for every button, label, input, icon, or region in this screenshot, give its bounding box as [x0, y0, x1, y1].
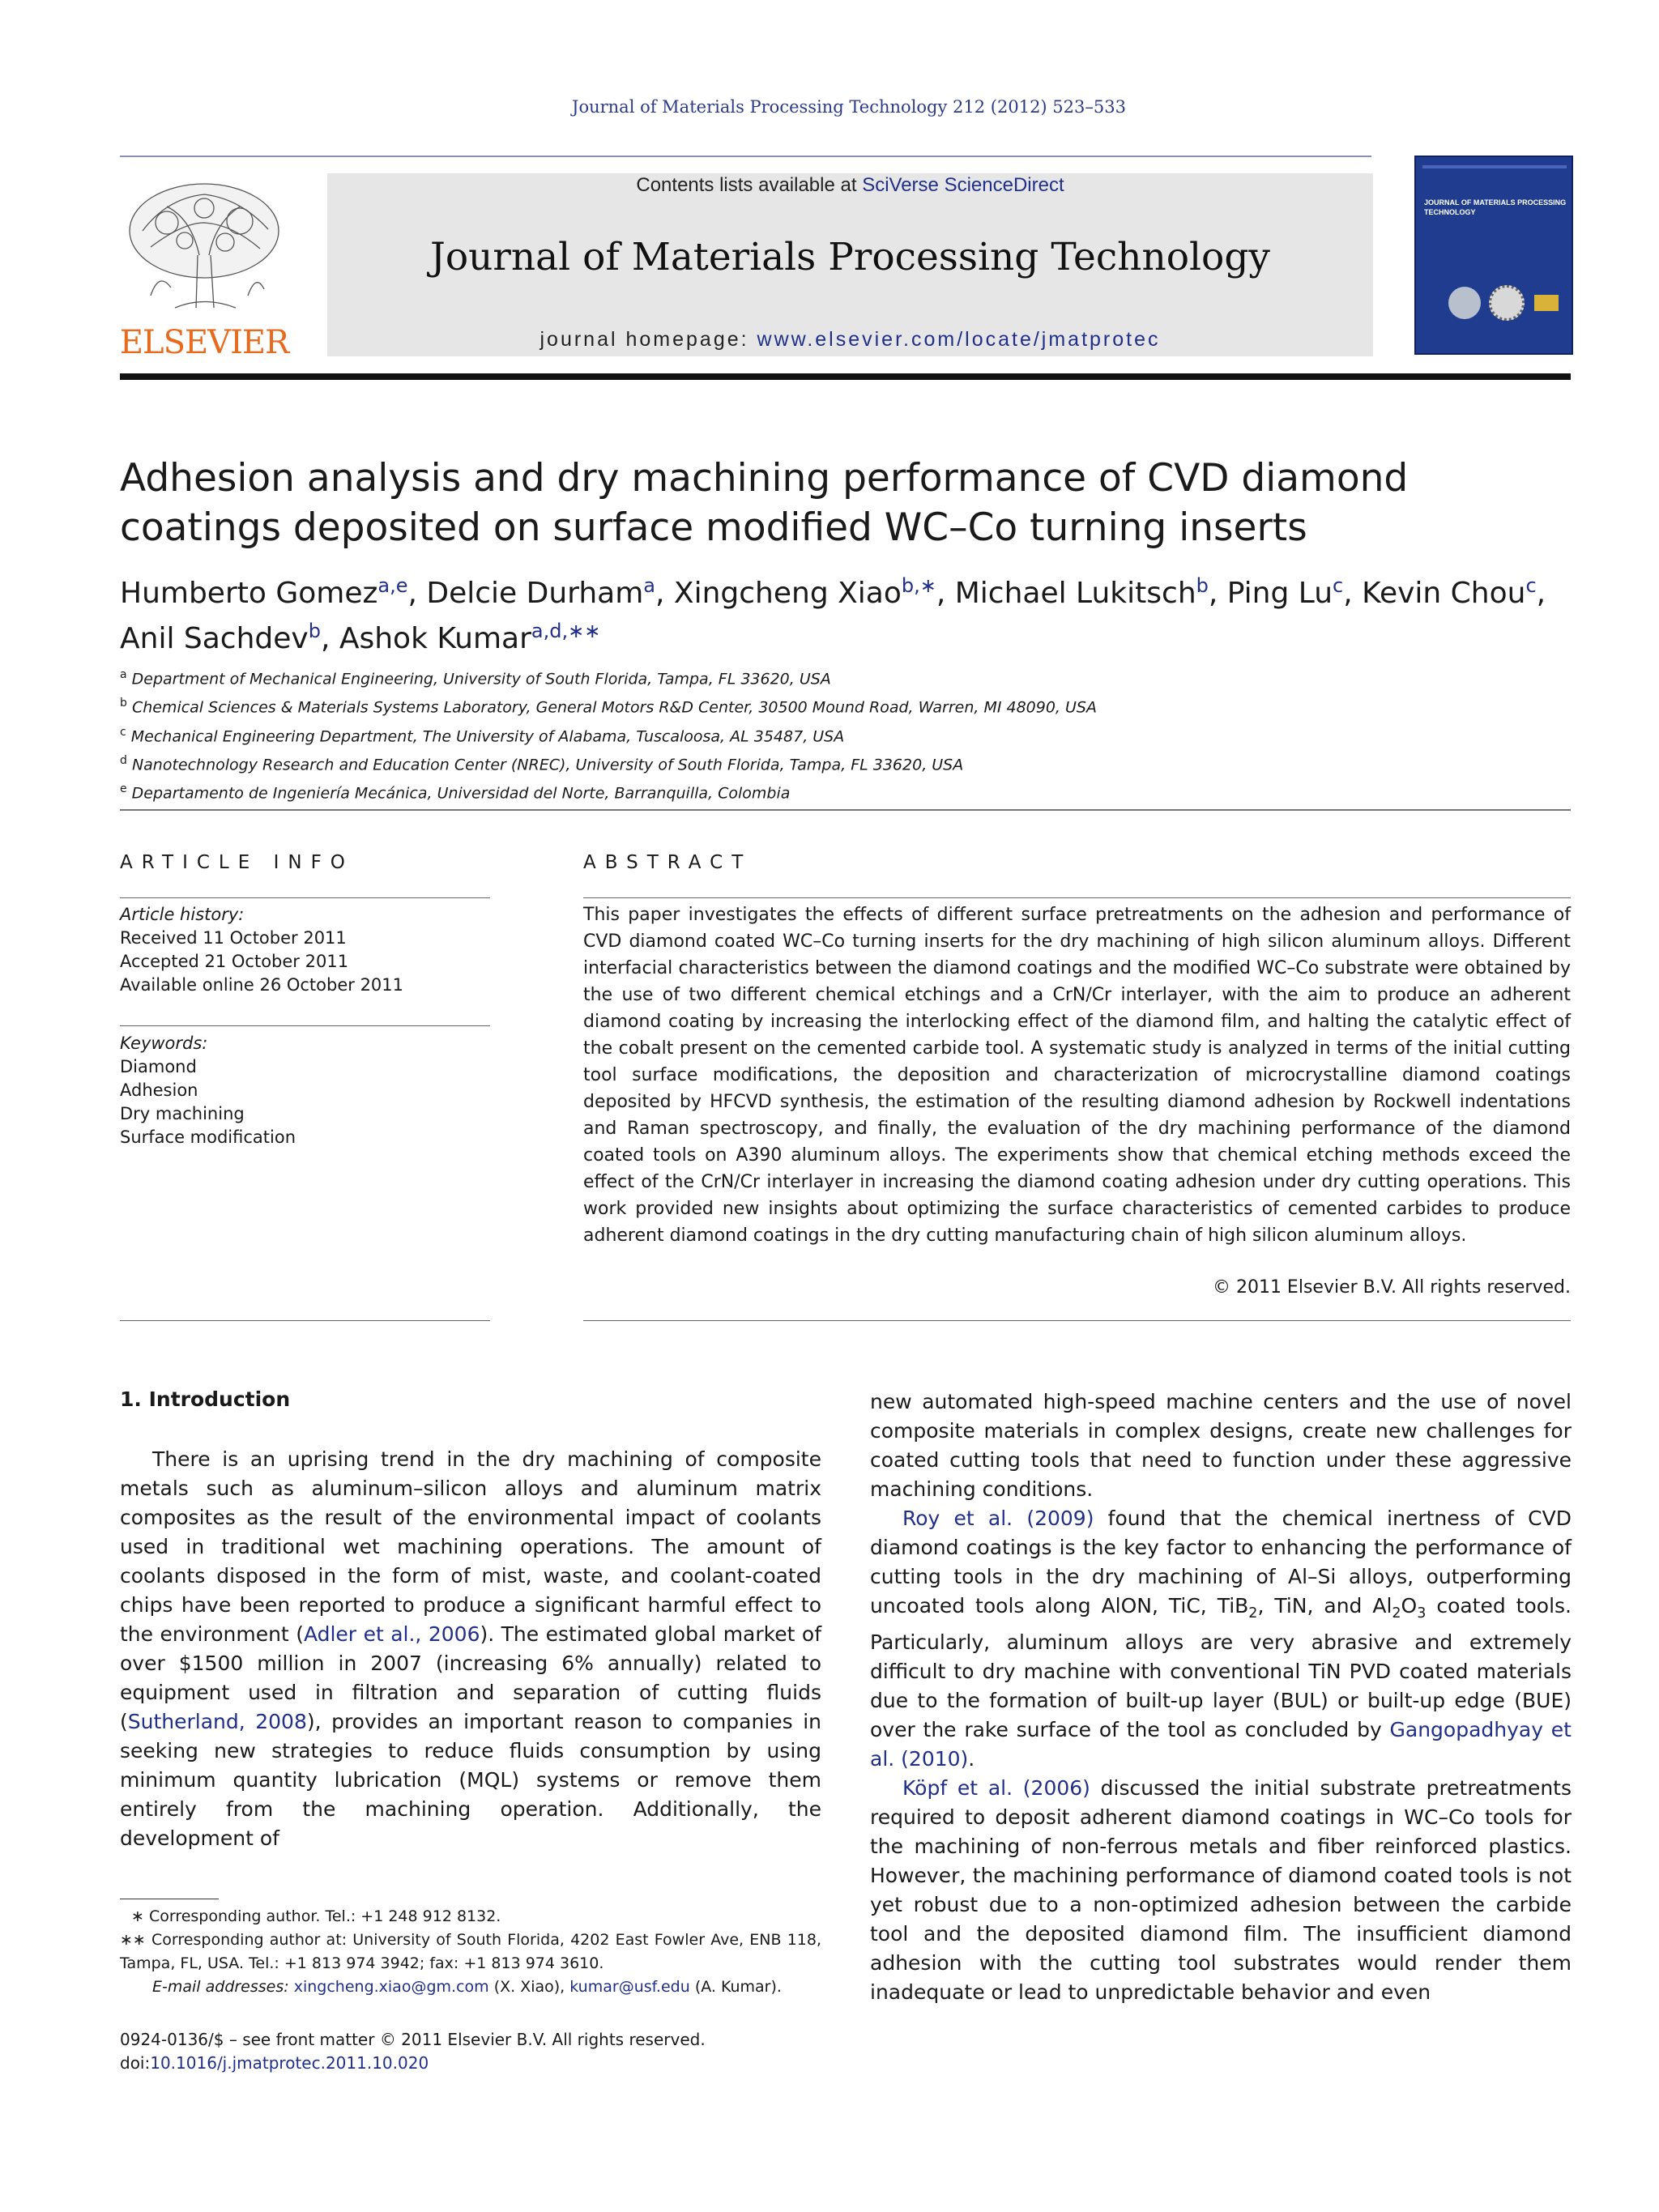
affiliation-line	[120, 748, 1570, 777]
author-separator: ,	[1536, 577, 1546, 610]
affiliation-line	[120, 720, 1570, 748]
text-run: ). The estimated global market of over $1500 million in 2007 (increasing 6% annually) related to equipment used in filtration and separation of cutting fluids (	[120, 1622, 821, 1733]
abstract-heading: ABSTRACT	[583, 852, 753, 873]
front-matter	[120, 2028, 849, 2075]
citation-link[interactable]: Adler et al., 2006	[303, 1622, 480, 1646]
citation-link[interactable]: Köpf et al. (2006)	[902, 1776, 1090, 1800]
affiliation-key: d	[120, 753, 127, 767]
affiliation-text: Departamento de Ingeniería Mecánica, Universidad del Norte, Barranquilla, Colombia	[131, 784, 791, 803]
affiliation-text: Nanotechnology Research and Education Center (NREC), University of South Florida, Tampa, FL 33620, USA	[131, 756, 964, 774]
keyword: Diamond	[120, 1057, 197, 1076]
text-run: found that the chemical inertness of CVD diamond coatings is the key factor to enhancing the performance of cutting tools in the dry machining of Al–Si alloys, outperforming uncoated tools along AlON, TiC, TiB	[870, 1507, 1572, 1617]
header-thick-rule	[120, 373, 1571, 380]
email-label: E-mail addresses:	[152, 1978, 289, 1996]
intro-paragraph	[870, 1774, 1572, 2007]
body-right-column	[870, 1387, 1572, 2007]
article-history	[120, 903, 490, 997]
doi-line	[120, 2052, 849, 2075]
text-run: , TiN, and Al	[1257, 1594, 1392, 1617]
affiliation-key: b	[120, 697, 127, 710]
author-affiliation-marker[interactable]: c	[1525, 574, 1537, 597]
author-affiliation-marker[interactable]: a	[643, 574, 656, 597]
subscript: 2	[1392, 1605, 1401, 1622]
cover-image-gear	[1489, 285, 1525, 321]
affiliation-line	[120, 777, 1570, 805]
keyword: Dry machining	[120, 1104, 245, 1123]
affiliation-key: c	[120, 725, 126, 739]
affiliation-key: a	[120, 668, 127, 681]
article-title: Adhesion analysis and dry machining performance of CVD diamond coatings deposited on surface modified WC–Co turning inserts	[120, 456, 1409, 550]
abstract-text: This paper investigates the effects of different surface pretreatments on the adhesion and performance of CVD diamond coated WC–Co turning inserts for the dry machining of high silicon aluminum alloys. Different interfacial characteristics between the diamond coatings and the modified WC–Co substrate were obtained by the use of two different chemical etchings and a CrN/Cr interlayer, with the aim to produce an adherent diamond coating by increasing the interlocking effect of the diamond film, and halting the catalytic effect of the cobalt present on the cemented carbide tool. A systematic study is analyzed in terms of the initial cutting tool surface modifications, the deposition and characterization of microcrystalline diamond coatings deposited by HFCVD synthesis, the estimation of the resulting diamond adhesion by Rockwell indentations and Raman spectroscopy, and finally, the evaluation of the dry machining performance of the diamond coated tools on A390 aluminum alloys. The experiments show that chemical etching methods exceed the effect of the CrN/Cr interlayer in increasing the diamond coating adhesion under dry cutting operations. This work provided new insights about optimizing the surface characteristics of cemented carbides to produce adherent diamond coatings in the dry cutting manufacturing chain of high silicon aluminum alloys.	[583, 905, 1571, 1246]
author-affiliation-marker[interactable]: a,d,∗∗	[531, 620, 601, 642]
abstract-rule-bottom	[583, 1320, 1571, 1321]
author-name: Ashok Kumar	[339, 622, 531, 655]
citation-link[interactable]: Sutherland, 2008	[127, 1710, 307, 1733]
journal-homepage-line	[327, 328, 1373, 352]
section-heading-introduction: 1. Introduction	[120, 1387, 291, 1411]
history-label: Article history:	[120, 905, 245, 924]
intro-paragraph	[870, 1504, 1572, 1774]
author-separator: ,	[407, 577, 427, 610]
journal-title: Journal of Materials Processing Technology	[430, 235, 1270, 279]
author-name: Delcie Durham	[426, 577, 644, 610]
body-left-column	[120, 1445, 821, 1853]
online-date: Available online 26 October 2011	[120, 975, 404, 995]
homepage-link[interactable]: www.elsevier.com/locate/jmatprotec	[757, 328, 1161, 351]
homepage-prefix: journal homepage:	[539, 328, 757, 351]
author-separator: ,	[936, 577, 955, 610]
text-run: coated tools. Particularly, aluminum alloys are very abrasive and extremely difficult to dry machine with conventional TiN PVD coated materials due to the formation of built-up layer (BUL) or built-up edge (BUE) over the rake surface of the tool as concluded by	[870, 1594, 1572, 1741]
footnotes	[120, 1905, 821, 1999]
doi-link[interactable]: 10.1016/j.jmatprotec.2011.10.020	[150, 2053, 429, 2073]
author-name: Anil Sachdev	[120, 622, 309, 655]
keyword: Adhesion	[120, 1080, 198, 1100]
author-name: Xingcheng Xiao	[673, 577, 902, 610]
email-owner: (A. Kumar).	[689, 1978, 782, 1996]
author-name: Michael Lukitsch	[954, 577, 1196, 610]
affiliation-text: Department of Mechanical Engineering, University of South Florida, Tampa, FL 33620, USA	[131, 670, 831, 688]
affiliations	[120, 663, 1570, 806]
author-affiliation-marker[interactable]: b,∗	[901, 574, 936, 597]
info-rule-1	[120, 897, 490, 898]
keywords-label: Keywords:	[120, 1034, 208, 1053]
text-run: .	[968, 1747, 975, 1771]
info-rule-2	[120, 1025, 490, 1026]
article-info-heading: ARTICLE INFO	[120, 852, 354, 873]
text-run: There is an uprising trend in the dry machining of composite metals such as aluminum–silicon alloys and aluminum matrix composites as the result of the environmental impact of coolants used in traditional wet machining operations. The amount of coolants disposed in the form of mist, waste, and coolant-coated chips have been reported to produce a significant harmful effect to the environment (	[120, 1447, 821, 1646]
subscript: 2	[1248, 1605, 1258, 1622]
abstract-copyright: © 2011 Elsevier B.V. All rights reserved.	[1212, 1277, 1571, 1298]
doi-prefix: doi:	[120, 2053, 151, 2073]
cover-image-part	[1534, 295, 1559, 311]
author-separator: ,	[1208, 577, 1227, 610]
text-run: ), provides an important reason to companies in seeking new strategies to reduce fluids consumption by using minimum quantity lubrication (MQL) systems or remove them entirely from the machining operation. Additionally, the development of	[120, 1710, 821, 1850]
affiliation-line	[120, 663, 1570, 691]
email-owner: (X. Xiao),	[488, 1978, 570, 1996]
intro-paragraph	[120, 1445, 821, 1853]
author-list	[120, 567, 1570, 658]
author-name: Ping Lu	[1226, 577, 1333, 610]
author-name: Kevin Chou	[1362, 577, 1526, 610]
footnote-corresponding-1: ∗ Corresponding author. Tel.: +1 248 912 8132.	[131, 1907, 501, 1925]
footnote-corresponding-2: ∗∗ Corresponding author at: University of South Florida, 4202 East Fowler Ave, ENB 118, Tampa, FL, USA. Tel.: +1 813 974 3942; fax: +1 813 974 3610.	[120, 1931, 821, 1972]
issn-line: 0924-0136/$ – see front matter © 2011 Elsevier B.V. All rights reserved.	[120, 2030, 706, 2049]
affiliation-text: Chemical Sciences & Materials Systems Laboratory, General Motors R&D Center, 30500 Mound Road, Warren, MI 48090, USA	[131, 698, 1097, 717]
intro-paragraph-continued: new automated high-speed machine centers and the use of novel composite materials in complex designs, create new challenges for coated cutting tools that need to function under these aggressive machining conditions.	[870, 1390, 1572, 1501]
email-link[interactable]: xingcheng.xiao@gm.com	[293, 1978, 489, 1996]
cover-image-disc	[1448, 287, 1481, 319]
running-head[interactable]: Journal of Materials Processing Technology 212 (2012) 523–533	[572, 97, 1126, 117]
affiliation-divider	[120, 809, 1571, 811]
keyword: Surface modification	[120, 1127, 296, 1147]
contents-line	[327, 174, 1373, 197]
info-rule-bottom	[120, 1320, 490, 1321]
author-separator: ,	[320, 622, 339, 655]
email-link[interactable]: kumar@usf.edu	[569, 1978, 690, 1996]
affiliation-key: e	[120, 782, 127, 796]
citation-link[interactable]: Roy et al. (2009)	[902, 1507, 1094, 1530]
author-affiliation-marker[interactable]: b	[308, 620, 321, 642]
author-separator: ,	[1343, 577, 1363, 610]
author-separator: ,	[655, 577, 674, 610]
header-divider	[120, 156, 1371, 157]
author-affiliation-marker[interactable]: b	[1196, 574, 1209, 597]
author-affiliation-marker[interactable]: a,e	[377, 574, 408, 597]
author-affiliation-marker[interactable]: c	[1333, 574, 1344, 597]
text-run: discussed the initial substrate pretreatments required to deposit adherent diamond coatings in WC–Co tools for the machining of non-ferrous metals and fiber reinforced plastics. However, the machining performance of diamond coated tools is not yet robust due to a non-optimized adhesion between the carbide tool and the deposited diamond film. The insufficient diamond adhesion with the cutting tool substrates would render them inadequate or lead to unpredictable behavior and even	[870, 1776, 1572, 2004]
keywords	[120, 1032, 490, 1149]
cover-title: JOURNAL OF MATERIALS PROCESSING TECHNOLOGY	[1424, 198, 1567, 216]
author-name: Humberto Gomez	[120, 577, 378, 610]
affiliation-line	[120, 691, 1570, 719]
footnote-emails	[120, 1975, 821, 1999]
accepted-date: Accepted 21 October 2011	[120, 952, 349, 971]
elsevier-wordmark: ELSEVIER	[119, 324, 289, 361]
subscript: 3	[1417, 1605, 1427, 1622]
received-date: Received 11 October 2011	[120, 928, 347, 948]
journal-cover-thumbnail	[1414, 156, 1573, 355]
text-run: O	[1401, 1594, 1418, 1617]
citation-link[interactable]: Gangopadhyay et al. (2010)	[870, 1718, 1572, 1771]
sciencedirect-link[interactable]: SciVerse ScienceDirect	[862, 174, 1064, 196]
abstract-rule-top	[583, 897, 1571, 898]
cover-strip	[1422, 165, 1567, 168]
affiliation-text: Mechanical Engineering Department, The University of Alabama, Tuscaloosa, AL 35487, USA	[130, 727, 845, 745]
contents-prefix: Contents lists available at	[636, 174, 863, 196]
